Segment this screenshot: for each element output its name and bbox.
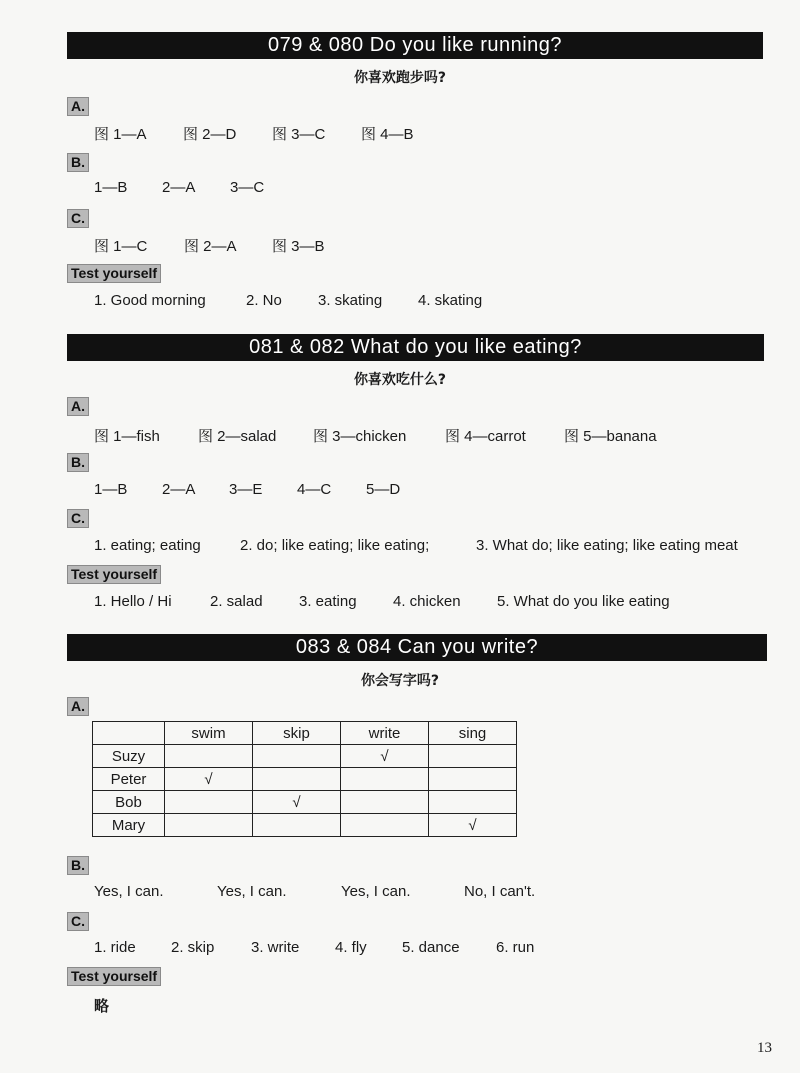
table-cell: Suzy [93,745,165,768]
answer-item: 图 2—salad [198,428,277,445]
table-row [93,814,517,837]
answer-item: 1—B [94,179,128,196]
section-3-title: 083 & 084 Can you write? [67,634,767,661]
section-2-subtitle: 你喜欢吃什么? [353,372,447,388]
answer-item: 1. Good morning [94,292,206,309]
answer-item: 4—C [297,481,332,498]
table-cell: Mary [93,814,165,837]
answer-item: 6. run [496,939,535,956]
answer-item: 5. dance [402,939,460,956]
section-2-label-test: Test yourself [67,565,161,584]
answer-item: 图 5—banana [564,428,657,445]
answer-item: 3. eating [299,593,357,610]
table-row [93,768,517,791]
section-3-label-a: A. [67,697,89,716]
answer-item: 1. eating; eating [94,537,201,554]
answer-item: 3—C [230,179,265,196]
table-cell: √ [165,768,253,791]
page-number: 13 [757,1040,772,1056]
section-1-label-a: A. [67,97,89,116]
answer-item: Yes, I can. [94,883,164,900]
table-cell [253,745,341,768]
table-cell [341,814,429,837]
answer-item: 图 3—B [272,238,325,255]
section-1-label-c: C. [67,209,89,228]
table-cell: √ [429,814,517,837]
answer-item: 5—D [366,481,401,498]
table-cell: √ [341,745,429,768]
answer-item: 1. Hello / Hi [94,593,172,610]
answer-item: 3—E [229,481,263,498]
table-row [93,791,517,814]
table-cell [165,814,253,837]
answer-item: 图 4—B [361,126,414,143]
answer-item: Yes, I can. [341,883,411,900]
table-cell [165,745,253,768]
answer-item: 略 [94,997,110,1015]
table-header-cell: sing [429,722,517,745]
section-1-label-test: Test yourself [67,264,161,283]
answer-item: 2. do; like eating; like eating; [240,537,430,554]
table-cell [429,745,517,768]
answer-item: 图 2—D [183,126,237,143]
answer-item: 2. skip [171,939,215,956]
table-row [93,745,517,768]
answer-item: No, I can't. [464,883,536,900]
answer-item: 2—A [162,179,196,196]
section-3-label-b: B. [67,856,89,875]
table-cell: Bob [93,791,165,814]
answer-item: 2. No [246,292,282,309]
answer-item: Yes, I can. [217,883,287,900]
table-cell [165,791,253,814]
answer-item: 图 1—A [94,126,147,143]
answer-item: 图 2—A [184,238,237,255]
table-header-cell: skip [253,722,341,745]
section-1-subtitle: 你喜欢跑步吗? [353,70,447,86]
section-1-label-b: B. [67,153,89,172]
section-3-subtitle: 你会写字吗? [360,673,440,689]
answer-item: 1—B [94,481,128,498]
answer-item: 5. What do you like eating [497,593,670,610]
answer-item: 2—A [162,481,196,498]
table-cell: Peter [93,768,165,791]
answer-item: 3. skating [318,292,383,309]
section-2-label-c: C. [67,509,89,528]
section-2-label-b: B. [67,453,89,472]
answer-item: 图 1—fish [94,428,160,445]
section-2-title: 081 & 082 What do you like eating? [67,334,764,361]
answer-item: 图 4—carrot [445,428,526,445]
table-cell [341,791,429,814]
table-cell [93,722,165,745]
table-cell [253,768,341,791]
table-cell [429,791,517,814]
answer-item: 4. chicken [393,593,461,610]
table-header-cell: write [341,722,429,745]
answer-item: 图 3—chicken [313,428,407,445]
answer-item: 1. ride [94,939,136,956]
section-1-title: 079 & 080 Do you like running? [67,32,763,59]
answer-item: 图 1—C [94,238,148,255]
answer-item: 3. write [251,939,300,956]
answer-item: 图 3—C [272,126,326,143]
section-3-label-c: C. [67,912,89,931]
section-3-label-test: Test yourself [67,967,161,986]
table-header-row [93,722,517,745]
table-cell: √ [253,791,341,814]
answer-item: 3. What do; like eating; like eating meat [476,537,738,554]
answer-item: 4. skating [418,292,483,309]
answer-item: 2. salad [210,593,263,610]
table-cell [429,768,517,791]
answer-item: 4. fly [335,939,367,956]
section-2-label-a: A. [67,397,89,416]
table-header-cell: swim [165,722,253,745]
table-cell [253,814,341,837]
ability-table [92,721,517,837]
table-cell [341,768,429,791]
